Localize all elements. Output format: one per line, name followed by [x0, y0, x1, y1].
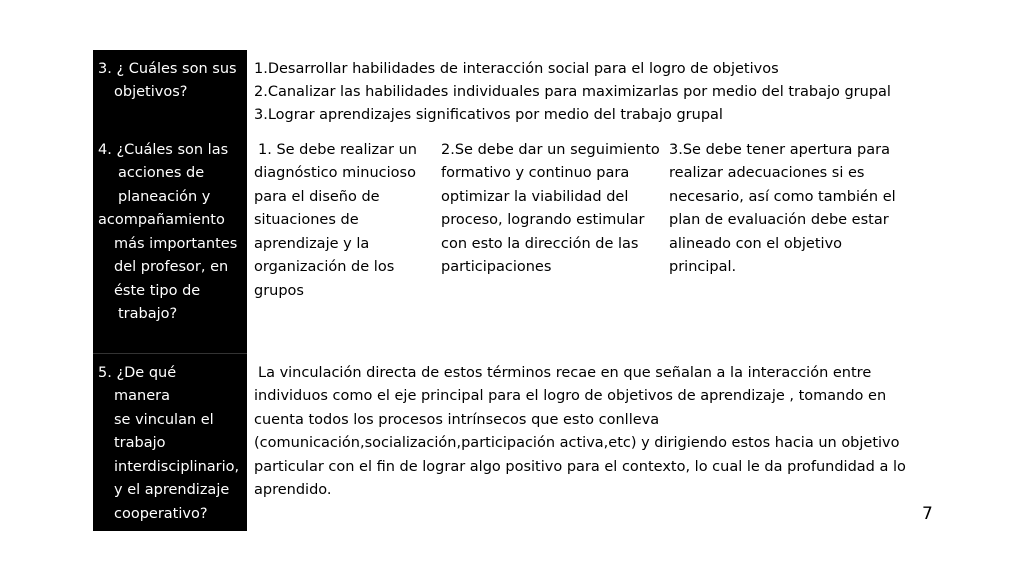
- action-line: grupos: [254, 283, 304, 299]
- question-line: éste tipo de: [114, 283, 201, 299]
- question-line: 4. ¿Cuáles son las: [98, 142, 229, 158]
- answer-line: (comunicación,socialización,participación activa,etc) y dirigiendo estos hacia un objetivo: [254, 435, 900, 451]
- question-line: del profesor, en: [114, 259, 229, 275]
- answer-line: aprendido.: [254, 482, 332, 498]
- question-line: trabajo?: [118, 306, 178, 322]
- question-line: interdisciplinario,: [114, 459, 240, 475]
- action-line: proceso, logrando estimular: [441, 212, 645, 228]
- answer-line: particular con el fin de lograr algo positivo para el contexto, lo cual le da profundidad a lo: [254, 459, 906, 475]
- action-line: 1. Se debe realizar un: [258, 142, 417, 158]
- question-line: acompañamiento: [98, 212, 225, 228]
- row-divider: [93, 353, 247, 354]
- action-line: alineado con el objetivo: [669, 236, 843, 252]
- question-line: más importantes: [114, 236, 238, 252]
- action-line: necesario, así como también el: [669, 189, 896, 205]
- action-line: participaciones: [441, 259, 552, 275]
- question-line: y el aprendizaje: [114, 482, 230, 498]
- question-line: planeación y: [118, 189, 211, 205]
- answer-line: 1.Desarrollar habilidades de interacción social para el logro de objetivos: [254, 61, 779, 77]
- action-line: optimizar la viabilidad del: [441, 189, 629, 205]
- question-line: cooperativo?: [114, 506, 208, 522]
- question-line: manera: [114, 388, 170, 404]
- action-line: 3.Se debe tener apertura para: [669, 142, 890, 158]
- answer-line: 2.Canalizar las habilidades individuales para maximizarlas por medio del trabajo grupal: [254, 84, 891, 100]
- question-line: trabajo: [114, 435, 166, 451]
- question-line: objetivos?: [114, 84, 188, 100]
- question-line: 5. ¿De qué: [98, 365, 177, 381]
- answer-line: La vinculación directa de estos términos recae en que señalan a la interacción entre: [258, 365, 872, 381]
- action-line: realizar adecuaciones si es: [669, 165, 865, 181]
- action-line: organización de los: [254, 259, 395, 275]
- action-line: principal.: [669, 259, 737, 275]
- action-line: situaciones de: [254, 212, 359, 228]
- answer-line: individuos como el eje principal para el logro de objetivos de aprendizaje , tomando en: [254, 388, 887, 404]
- question-line: se vinculan el: [114, 412, 214, 428]
- slide-number: 7: [922, 504, 933, 524]
- answer-line: 3.Lograr aprendizajes significativos por medio del trabajo grupal: [254, 107, 723, 123]
- action-line: 2.Se debe dar un seguimiento: [441, 142, 660, 158]
- action-line: formativo y continuo para: [441, 165, 630, 181]
- question-line: 3. ¿ Cuáles son sus: [98, 61, 237, 77]
- action-line: diagnóstico minucioso: [254, 165, 416, 181]
- action-line: aprendizaje y la: [254, 236, 370, 252]
- question-line: acciones de: [118, 165, 205, 181]
- action-line: para el diseño de: [254, 189, 380, 205]
- action-line: con esto la dirección de las: [441, 236, 639, 252]
- answer-line: cuenta todos los procesos intrínsecos que esto conlleva: [254, 412, 660, 428]
- action-line: plan de evaluación debe estar: [669, 212, 889, 228]
